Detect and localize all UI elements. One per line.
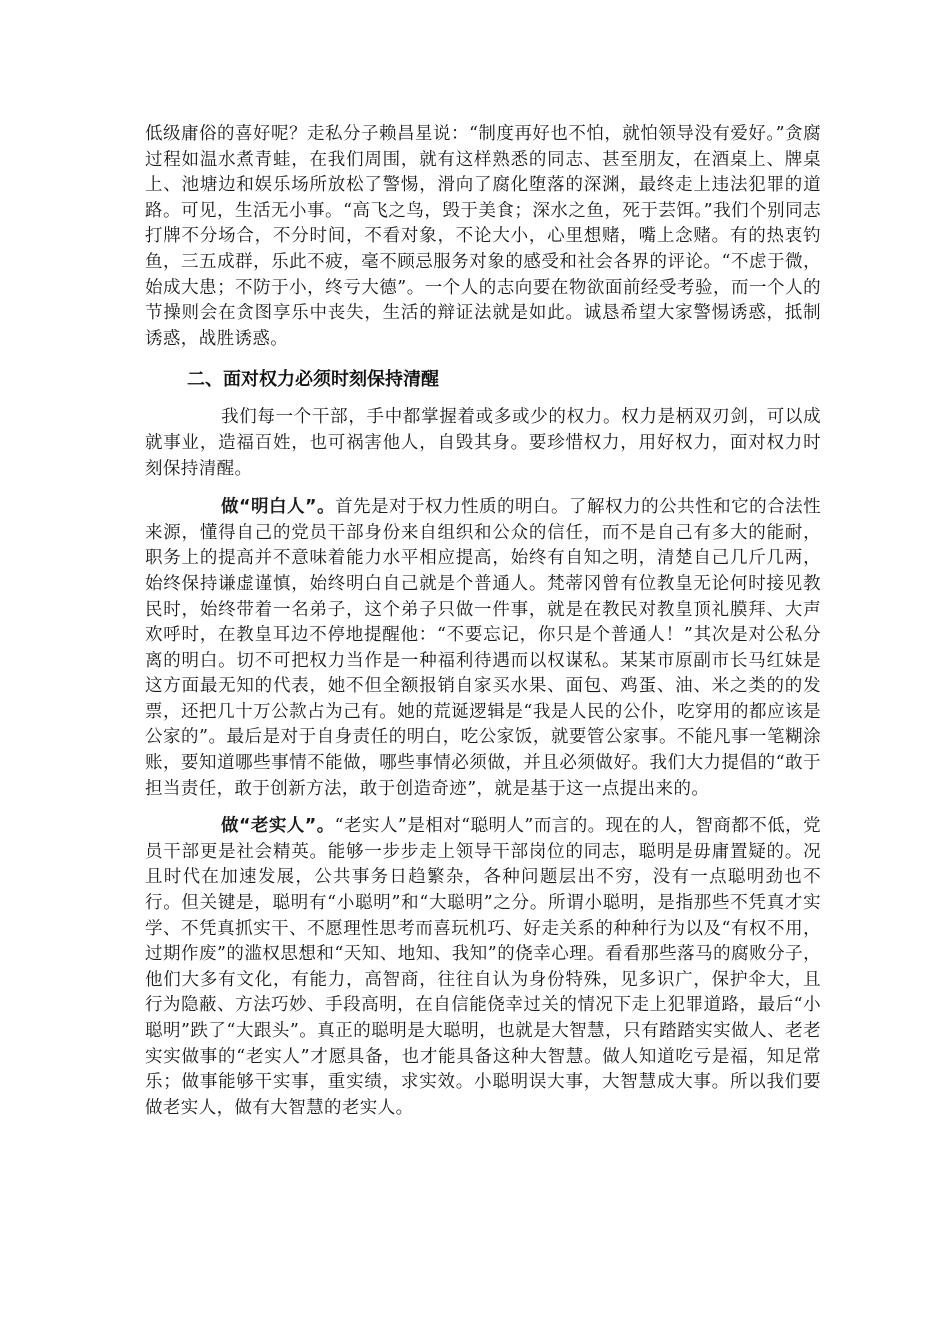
section-heading-power: 二、面对权力必须时刻保持清醒	[187, 369, 439, 391]
document-page	[145, 122, 821, 1121]
paragraph-body-clear-minded: 首先是对于权力性质的明白。了解权力的公共性和它的合法性来源，懂得自己的党员干部身份来自组织和公众的信任，而不是自己有多大的能耐，职务上的提高并不意味着能力水平相应提高，始终有自知之明，清楚自己几斤几两，始终保持谦虚谨慎，始终明白自己就是个普通人。梵蒂冈曾有位教皇无论何时接见教民时，始终带着一名弟子，这个弟子只做一件事，就是在教民对教皇顶礼膜拜、大声欢呼时，在教皇耳边不停地提醒他：“不要忘记，你只是个普通人！”其次是对公私分离的明白。切不可把权力当作是一种福利待遇而以权谋私。某某市原副市长马红妹是这方面最无知的代表，她不但全额报销自家买水果、面包、鸡蛋、油、米之类的的发票，还把几十万公款占为己有。她的荒诞逻辑是“我是人民的公仆，吃穿用的都应该是公家的”。最后是对于自身责任的明白，吃公家饭，就要管公家事。不能凡事一笔糊涂账，要知道哪些事情不能做，哪些事情必须做，并且必须做好。我们大力提倡的“敢于担当责任，敢于创新方法，敢于创造奇迹”，就是基于这一点提出来的。	[145, 497, 821, 799]
paragraph-spacer	[145, 482, 821, 495]
lead-phrase-clear-minded: 做“明白人”。	[221, 497, 336, 518]
lead-phrase-honest: 做“老实人”。	[221, 816, 335, 837]
paragraph-body-honest: “老实人”是相对“聪明人”而言的。现在的人，智商都不低，党员干部更是社会精英。能够一步步走上领导干部岗位的同志，聪明是毋庸置疑的。况且时代在加速发展，公共事务日趋繁杂，各种问题层出不穷，没有一点聪明劲也不行。但关键是，聪明有“小聪明”和“大聪明”之分。所谓小聪明，是指那些不凭真才实学、不凭真抓实干、不愿理性思考而喜玩机巧、好走关系的种种行为以及“有权不用，过期作废”的滥权思想和“天知、地知、我知”的侥幸心理。看看那些落马的腐败分子，他们大多有文化，有能力，高智商，往往自认为身份特殊，见多识广，保护伞大，且行为隐蔽、方法巧妙、手段高明，在自信能侥幸过关的情况下走上犯罪道路，最后“小聪明”跌了“大跟头”。真正的聪明是大聪明，也就是大智慧，只有踏踏实实做人、老老实实做事的“老实人”才愿具备，也才能具备这种大智慧。做人知道吃亏是福，知足常乐；做事能够干实事，重实绩，求实效。小聪明误大事，大智慧成大事。所以我们要做老实人，做有大智慧的老实人。	[145, 816, 821, 1118]
paragraph-power-intro: 我们每一个干部，手中都掌握着或多或少的权力。权力是柄双刃剑，可以成就事业，造福百姓，也可祸害他人，自毁其身。要珍惜权力，用好权力，面对权力时刻保持清醒。	[145, 407, 821, 479]
paragraph-be-clear-minded	[145, 495, 821, 802]
paragraph-be-honest	[145, 814, 821, 1121]
paragraph-spacer	[145, 802, 821, 814]
paragraph-corruption-temptation: 低级庸俗的喜好呢？走私分子赖昌星说：“制度再好也不怕，就怕领导没有爱好。”贪腐过程如温水煮青蛙，在我们周围，就有这样熟悉的同志、甚至朋友，在酒桌上、牌桌上、池塘边和娱乐场所放松了警惕，滑向了腐化堕落的深渊，最终走上违法犯罪的道路。可见，生活无小事。“高飞之鸟，毁于美食；深水之鱼，死于芸饵。”我们个别同志打牌不分场合，不分时间，不看对象，不论大小，心里想赌，嘴上念赌。有的热衷钓鱼，三五成群，乐此不疲，毫不顾忌服务对象的感受和社会各界的评论。“不虑于微，始成大患；不防于小，终亏大德”。一个人的志向要在物欲面前经受考验，而一个人的节操则会在贪图享乐中丧失，生活的辩证法就是如此。诚恳希望大家警惕诱惑，抵制诱惑，战胜诱惑。	[145, 124, 821, 349]
